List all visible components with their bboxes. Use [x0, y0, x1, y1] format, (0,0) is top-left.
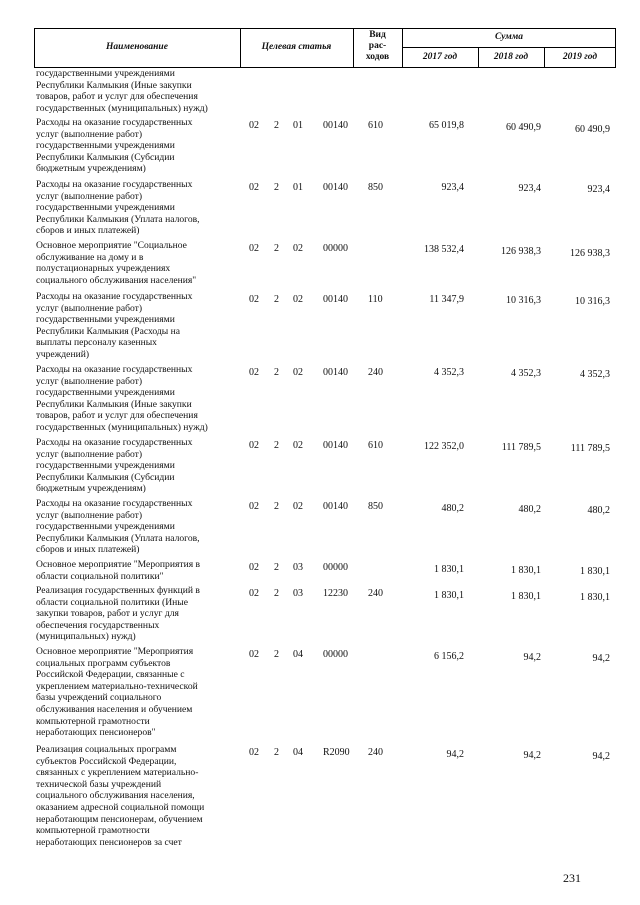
- row-name-line: услуг (выполнение работ): [36, 128, 143, 140]
- sum-2017: 11 347,9: [429, 294, 464, 305]
- code-b: 2: [274, 182, 279, 193]
- row-name-line: государственными учреждениями: [36, 460, 175, 472]
- header-year-2019: 2019 год: [562, 52, 598, 62]
- header-year-2018: 2018 год: [493, 52, 529, 62]
- row-name: [36, 585, 241, 643]
- code-b: 2: [274, 588, 279, 599]
- row-name-line: субъектов Российской Федерации,: [36, 755, 177, 767]
- row-name-line: неработающим пенсионерам, обучением: [36, 813, 203, 825]
- code-c: 02: [293, 243, 303, 254]
- sum-2017: 480,2: [441, 503, 464, 514]
- expense-kind: 240: [368, 747, 383, 758]
- sum-2017: 94,2: [446, 749, 464, 760]
- code-b: 2: [274, 440, 279, 451]
- sum-2018: 94,2: [523, 750, 541, 761]
- expense-kind: 110: [368, 294, 383, 305]
- row-name: [36, 68, 241, 114]
- code-d: 00140: [323, 501, 348, 512]
- row-name-line: обслуживания населения и обучением: [36, 703, 193, 715]
- row-name-line: учреждений): [36, 348, 90, 360]
- row-name-line: Реализация государственных функций в: [36, 585, 200, 596]
- code-b: 2: [274, 243, 279, 254]
- row-name-line: Расходы на оказание государственных: [36, 437, 193, 448]
- sum-2017: 122 352,0: [424, 441, 464, 452]
- row-name-line: Расходы на оказание государственных: [36, 291, 193, 302]
- row-name-line: социального обслуживания населения": [36, 274, 197, 286]
- expense-kind: 850: [368, 182, 383, 193]
- code-d: 00000: [323, 562, 348, 573]
- code-b: 2: [274, 649, 279, 660]
- code-c: 02: [293, 294, 303, 305]
- code-c: 01: [293, 120, 303, 131]
- row-name-line: государственными учреждениями: [36, 140, 175, 152]
- row-name-line: услуг (выполнение работ): [36, 509, 143, 521]
- code-d: 00000: [323, 243, 348, 254]
- sum-2018: 923,4: [518, 183, 541, 194]
- sum-2017: 6 156,2: [434, 651, 464, 662]
- sum-2017: 65 019,8: [429, 120, 464, 131]
- code-a: 02: [249, 588, 259, 599]
- header-name: Наименование: [106, 42, 168, 52]
- sum-2019: 1 830,1: [580, 592, 610, 603]
- code-c: 02: [293, 367, 303, 378]
- code-a: 02: [249, 440, 259, 451]
- row-name: [36, 117, 241, 175]
- sum-2019: 480,2: [587, 505, 610, 516]
- expense-kind: 850: [368, 501, 383, 512]
- row-name-line: товаров, работ и услуг для обеспечения: [36, 91, 198, 103]
- code-c: 03: [293, 562, 303, 573]
- row-name-line: связанных с укреплением материально-: [36, 767, 199, 779]
- row-name-line: государственными учреждениями: [36, 202, 175, 214]
- sum-2017: 1 830,1: [434, 590, 464, 601]
- row-name-line: области социальной политики": [36, 570, 164, 582]
- code-a: 02: [249, 294, 259, 305]
- row-name-line: государственных (муниципальных) нужд): [36, 102, 208, 114]
- row-name-line: услуг (выполнение работ): [36, 190, 143, 202]
- row-name-line: Расходы на оказание государственных: [36, 364, 193, 375]
- sum-2019: 94,2: [592, 751, 610, 762]
- row-name-line: технической базы учреждений: [36, 778, 162, 790]
- sum-2019: 1 830,1: [580, 566, 610, 577]
- row-name-line: укреплением материально-технической: [36, 680, 198, 692]
- code-a: 02: [249, 562, 259, 573]
- row-name-line: Основное мероприятие "Мероприятия в: [36, 559, 201, 570]
- code-c: 02: [293, 440, 303, 451]
- row-name-line: бюджетным учреждениям): [36, 483, 146, 495]
- sum-2017: 4 352,3: [434, 367, 464, 378]
- row-name-line: Расходы на оказание государственных: [36, 498, 193, 509]
- code-c: 01: [293, 182, 303, 193]
- row-name-line: полустационарных учреждениях: [36, 263, 171, 275]
- row-name: [36, 240, 241, 286]
- code-a: 02: [249, 243, 259, 254]
- code-d: R2090: [323, 747, 350, 758]
- row-name-line: товаров, работ и услуг для обеспечения: [36, 410, 198, 422]
- row-name-line: Республики Калмыкия (Расходы на: [36, 325, 181, 337]
- sum-2018: 10 316,3: [506, 295, 541, 306]
- row-name-line: базы учреждений социального: [36, 692, 162, 704]
- row-name-line: Республики Калмыкия (Субсидии: [36, 151, 175, 163]
- row-name-line: неработающих пенсионеров": [36, 727, 156, 739]
- page-number: 231: [563, 871, 581, 885]
- code-a: 02: [249, 747, 259, 758]
- row-name-line: выплаты персоналу казенных: [36, 337, 157, 349]
- row-name-line: сборов и иных платежей): [36, 225, 140, 237]
- sum-2018: 94,2: [523, 652, 541, 663]
- code-d: 00140: [323, 440, 348, 451]
- sum-2018: 1 830,1: [511, 591, 541, 602]
- code-b: 2: [274, 294, 279, 305]
- row-name: [36, 559, 241, 582]
- row-name: [36, 179, 241, 237]
- row-name-line: Реализация социальных программ: [36, 744, 177, 755]
- code-a: 02: [249, 182, 259, 193]
- expense-kind: 610: [368, 440, 383, 451]
- code-c: 04: [293, 649, 303, 660]
- row-name-line: государственными учреждениями: [36, 521, 175, 533]
- sum-2018: 126 938,3: [501, 246, 541, 257]
- sum-2019: 126 938,3: [570, 248, 610, 259]
- sum-2018: 480,2: [518, 504, 541, 515]
- sum-2017: 1 830,1: [434, 564, 464, 575]
- row-name: [36, 364, 241, 434]
- sum-2019: 923,4: [587, 184, 610, 195]
- row-name-line: неработающих пенсионеров за счет: [36, 836, 182, 848]
- code-b: 2: [274, 747, 279, 758]
- code-a: 02: [249, 120, 259, 131]
- row-name-line: государственных (муниципальных) нужд): [36, 421, 208, 433]
- sum-2018: 1 830,1: [511, 565, 541, 576]
- row-name-line: государственными учреждениями: [36, 387, 175, 399]
- header-expense-kind-line: Вид: [369, 30, 386, 40]
- code-d: 00140: [323, 294, 348, 305]
- code-d: 00000: [323, 649, 348, 660]
- expense-kind: 240: [368, 588, 383, 599]
- row-name-line: обслуживание на дому и в: [36, 251, 144, 263]
- header-target-article: Целевая статья: [261, 42, 332, 52]
- row-name-line: Основное мероприятие "Мероприятия: [36, 646, 194, 657]
- row-name-line: Основное мероприятие "Социальное: [36, 240, 187, 251]
- row-name-line: социальных программ субъектов: [36, 657, 171, 669]
- code-d: 00140: [323, 182, 348, 193]
- row-name-line: закупки товаров, работ и услуг для: [36, 608, 179, 620]
- code-a: 02: [249, 367, 259, 378]
- row-name: [36, 744, 241, 848]
- header-year-2017: 2017 год: [422, 52, 458, 62]
- row-name-line: государственными учреждениями: [36, 68, 175, 79]
- table-header: [34, 28, 616, 68]
- row-name-line: компьютерной грамотности: [36, 715, 150, 727]
- header-sum: Сумма: [494, 32, 524, 42]
- row-name-line: обеспечения государственных: [36, 619, 160, 631]
- code-a: 02: [249, 649, 259, 660]
- sum-2017: 138 532,4: [424, 244, 464, 255]
- row-name-line: услуг (выполнение работ): [36, 448, 143, 460]
- row-name-line: услуг (выполнение работ): [36, 375, 143, 387]
- row-name-line: (муниципальных) нужд): [36, 631, 136, 643]
- sum-2019: 4 352,3: [580, 369, 610, 380]
- row-name: [36, 291, 241, 361]
- row-name-line: Республики Калмыкия (Субсидии: [36, 471, 175, 483]
- row-name-line: оказанием адресной социальной помощи: [36, 801, 205, 813]
- row-name-line: бюджетным учреждениям): [36, 163, 146, 175]
- code-b: 2: [274, 367, 279, 378]
- code-c: 03: [293, 588, 303, 599]
- code-d: 12230: [323, 588, 348, 599]
- row-name: [36, 437, 241, 495]
- code-d: 00140: [323, 367, 348, 378]
- row-name-line: услуг (выполнение работ): [36, 302, 143, 314]
- row-name-line: Расходы на оказание государственных: [36, 179, 193, 190]
- header-expense-kind-line: рас-: [368, 41, 387, 51]
- row-name-line: Республики Калмыкия (Уплата налогов,: [36, 532, 200, 544]
- row-name-line: Российской Федерации, связанные с: [36, 669, 185, 681]
- row-name-line: Республики Калмыкия (Иные закупки: [36, 79, 192, 91]
- sum-2019: 10 316,3: [575, 296, 610, 307]
- sum-2019: 60 490,9: [575, 124, 610, 135]
- sum-2018: 60 490,9: [506, 122, 541, 133]
- row-name-line: социального обслуживания населения,: [36, 790, 195, 802]
- row-name-line: Республики Калмыкия (Уплата налогов,: [36, 213, 200, 225]
- sum-2019: 94,2: [592, 653, 610, 664]
- row-name-line: сборов и иных платежей): [36, 544, 140, 556]
- code-d: 00140: [323, 120, 348, 131]
- expense-kind: 610: [368, 120, 383, 131]
- code-c: 02: [293, 501, 303, 512]
- code-c: 04: [293, 747, 303, 758]
- sum-2018: 111 789,5: [501, 442, 541, 453]
- code-b: 2: [274, 562, 279, 573]
- sum-2019: 111 789,5: [570, 443, 610, 454]
- header-expense-kind: [353, 30, 402, 63]
- sum-2017: 923,4: [441, 182, 464, 193]
- code-a: 02: [249, 501, 259, 512]
- row-name: [36, 646, 241, 739]
- code-b: 2: [274, 120, 279, 131]
- header-expense-kind-line: ходов: [365, 52, 390, 62]
- expense-kind: 240: [368, 367, 383, 378]
- sum-2018: 4 352,3: [511, 368, 541, 379]
- code-b: 2: [274, 501, 279, 512]
- row-name-line: компьютерной грамотности: [36, 825, 150, 837]
- row-name-line: области социальной политики (Иные: [36, 596, 188, 608]
- row-name-line: государственными учреждениями: [36, 314, 175, 326]
- row-name-line: Расходы на оказание государственных: [36, 117, 193, 128]
- row-name: [36, 498, 241, 556]
- row-name-line: Республики Калмыкия (Иные закупки: [36, 398, 192, 410]
